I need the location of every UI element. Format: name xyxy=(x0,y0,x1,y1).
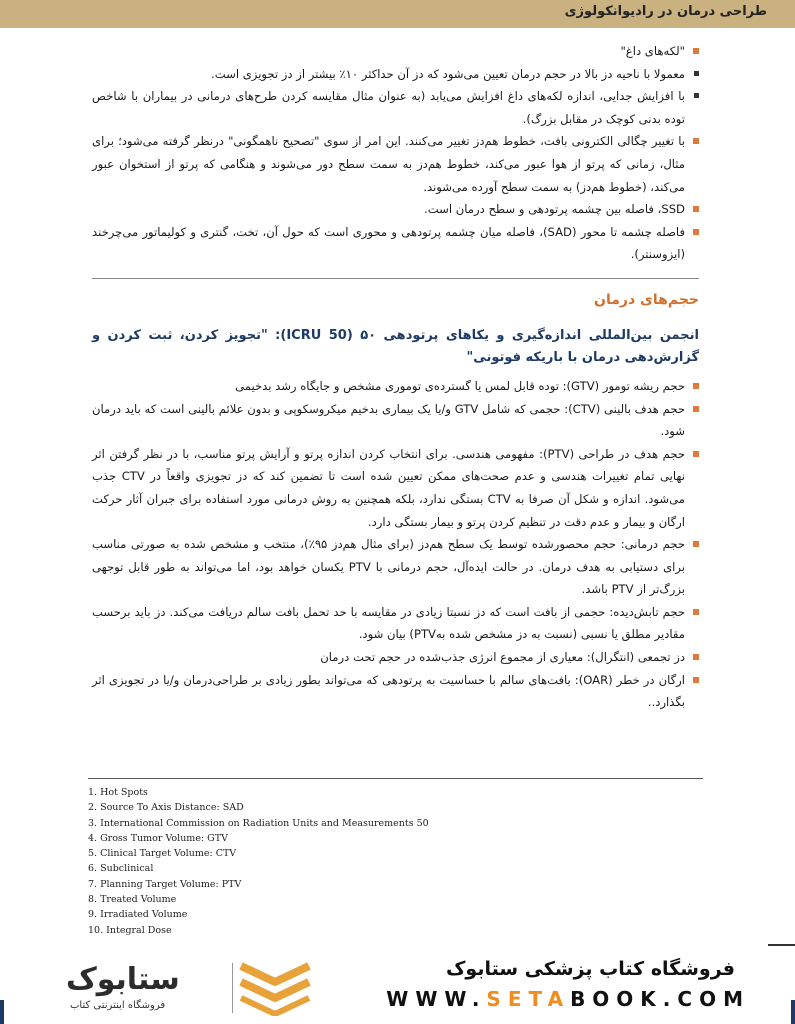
running-header-title: طراحی درمان در رادیوانکولوژی xyxy=(564,4,767,19)
list-item-text: با تغییر چگالی الکترونی بافت، خطوط هم‌دز تغییر می‌کنند. این امر از سوی "تصحیح ناهمگونی" درنظر گرفته می‌شود؛ برای مثال، زمانی که پرتو از هوا عبور می‌کند، خطوط هم‌دز به سمت سطح دور می‌شوند و هنگامی که پرتو از استخوان عبور می‌کند، (خطوط هم‌دز) به سمت سطح آورده می‌شوند. xyxy=(92,134,685,194)
list-item xyxy=(92,533,699,601)
url-accent: SETA xyxy=(486,987,571,1011)
list-item-text: فاصله چشمه تا محور (SAD)، فاصله میان چشمه پرتودهی و محوری است که حول آن، تخت، گنتری و کولیماتور می‌چرخند (ایزوسنتر). xyxy=(92,224,685,262)
list-item xyxy=(92,130,699,198)
list-item-text: با افزایش جدایی، اندازه لکه‌های داغ افزایش می‌یابد (به عنوان مثال مقایسه کردن طرح‌های درمانی در بیماران با شاخص توده بدنی کوچک در مقابل بزرگ). xyxy=(92,89,685,126)
bullet-icon xyxy=(693,229,699,235)
store-url[interactable] xyxy=(386,987,750,1011)
list-item xyxy=(92,63,699,86)
list-item-text: حجم ریشه تومور (GTV): توده قابل لمس یا گسترده‌ی توموری مشخص و جایگاه رشد بدخیمی xyxy=(235,378,685,393)
footnote: 3. International Commission on Radiation Units and Measurements 50 xyxy=(88,817,429,829)
footnote: 6. Subclinical xyxy=(88,863,154,875)
list-item-text: حجم تابش‌دیده: حجمی از بافت است که دز نسبتا زیادی در مقایسه با حد تحمل بافت سالم دریافت می‌کند. دز باید برحسب مقادیر مطلق یا نسبی (نسبت به دز مشخص شده بهPTV) بیان شود. xyxy=(92,604,685,642)
list-item xyxy=(92,669,699,714)
store-logo-subtitle: فروشگاه اینترنتی کتاب xyxy=(70,1000,166,1011)
header-bar xyxy=(0,0,795,28)
footnote: 5. Clinical Target Volume: CTV xyxy=(88,848,237,860)
section-heading: حجم‌های درمان xyxy=(92,278,699,313)
divider xyxy=(768,944,795,946)
list-item xyxy=(92,646,699,669)
list-item xyxy=(92,221,699,266)
bullet-icon xyxy=(693,609,699,615)
page-edge-marker xyxy=(791,1000,795,1024)
bullet-icon xyxy=(693,383,699,389)
list-item-text: ارگان در خطر (OAR): بافت‌های سالم با حساسیت به پرتودهی که می‌تواند بطور زیادی بر طراحی‌درمان و/یا در تجویزی اثر بگذارد.. xyxy=(92,672,685,710)
footnote: 1. Hot Spots xyxy=(88,787,148,798)
footnote: 7. Planning Target Volume: PTV xyxy=(88,878,242,890)
bullet-icon xyxy=(693,677,699,683)
list-item xyxy=(92,601,699,646)
divider xyxy=(232,963,233,1013)
list-item xyxy=(92,443,699,533)
footnote: 9. Irradiated Volume xyxy=(88,909,188,921)
bullet-icon xyxy=(693,138,699,144)
bullet-icon xyxy=(693,48,699,54)
bullet-icon xyxy=(693,406,699,412)
list-item xyxy=(92,40,699,63)
list-item-text: حجم هدف در طراحی (PTV): مفهومی هندسی. برای انتخاب کردن اندازه پرتو و آرایش پرتو مناسب، با در نظر گرفتن اثر نهایی تمام تغییرات هندسی و عدم صحت‌های ممکن تعیین شده است تا تضمین کند که دز تجویزی واقعاً در CTV جذب می‌شود. اندازه و شکل آن صرفا به CTV بستگی ندارد، بلکه همچنین به روش درمانی مورد استفاده برای جبران آثار حرکت ارگان و بیمار و عدم دقت در تنظیم کردن پرتو و بیمار بستگی دارد. xyxy=(92,446,686,529)
bullet-icon xyxy=(693,654,699,660)
footnote: 2. Source To Axis Distance: SAD xyxy=(88,802,244,814)
list-item xyxy=(92,198,699,221)
footnote: 10. Integral Dose xyxy=(88,924,172,936)
page-edge-marker xyxy=(0,1000,4,1024)
bullet-icon xyxy=(693,451,699,457)
footnotes xyxy=(88,778,703,938)
book-logo-icon xyxy=(235,958,315,1020)
list-item-text: حجم هدف بالینی (CTV): حجمی که شامل GTV و/یا یک بیماری بدخیم میکروسکوپی و بدون علائم بالینی است که باید درمان شود. xyxy=(92,401,685,439)
list-item-text: "لکه‌های داغ" xyxy=(620,44,685,58)
list-item xyxy=(92,398,699,443)
url-prefix: WWW. xyxy=(386,987,487,1011)
bullet-icon xyxy=(694,71,699,76)
main-content xyxy=(92,40,699,714)
section-subheading: انجمن بین‌المللی اندازه‌گیری و یکاهای پرتودهی ۵۰ (ICRU 50): "تجویز کردن، ثبت کردن و گزارش‌دهی درمان با باریکه فوتونی" xyxy=(92,327,699,365)
list-item-text: SSD، فاصله بین چشمه پرتودهی و سطح درمان است. xyxy=(424,202,685,217)
footnote: 8. Treated Volume xyxy=(88,894,177,906)
list-item-text: دز تجمعی (انتگرال): معیاری از مجموع انرژی جذب‌شده در حجم تحت درمان xyxy=(320,650,685,665)
list-item-text: حجم درمانی: حجم محصورشده توسط یک سطح هم‌دز (برای مثال هم‌دز ۹۵٪)، منتخب و مشخص شده به صورتی مناسب برای دستیابی به هدف درمان. در حالت ایده‌آل، حجم درمانی با PTV یکسان خواهد بود، اما می‌تواند به طور قابل توجهی بزرگ‌تر از PTV باشد. xyxy=(92,537,685,597)
bullet-icon xyxy=(693,206,699,212)
bullet-icon xyxy=(694,93,699,98)
store-logo-text: ستابوک xyxy=(66,962,180,997)
store-title: فروشگاه کتاب پزشکی ستابوک xyxy=(445,958,735,980)
list-item-text: معمولا با ناحیه دز بالا در حجم درمان تعیین می‌شود که دز آن حداکثر ۱۰٪ بیشتر از دز تجویزی است. xyxy=(211,66,685,81)
bullet-icon xyxy=(693,541,699,547)
list-item xyxy=(92,375,699,398)
url-suffix: BOOK.COM xyxy=(570,987,750,1011)
footnote: 4. Gross Tumor Volume: GTV xyxy=(88,832,228,844)
list-item xyxy=(92,85,699,130)
